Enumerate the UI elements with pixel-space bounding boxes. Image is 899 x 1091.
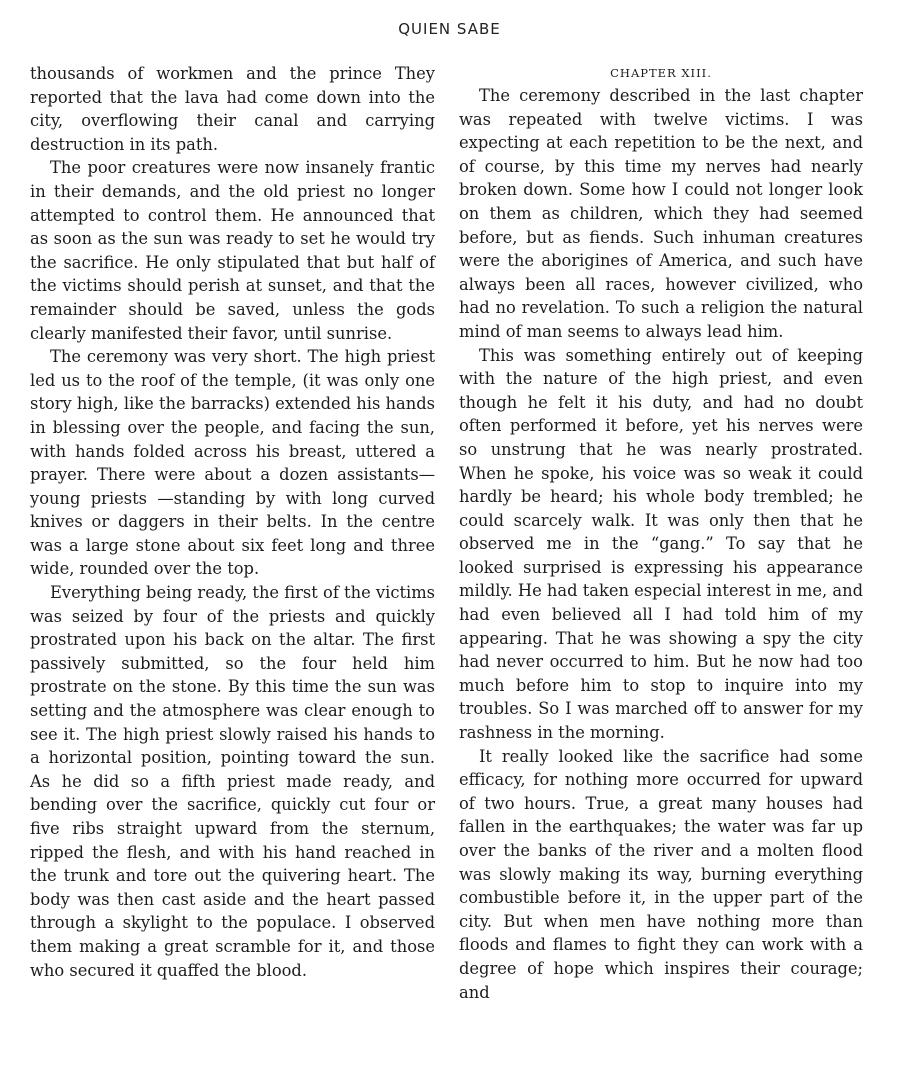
paragraph: The ceremony was very short. The high priest led us to the roof of the temple, (it was only one story high, like the barracks) extended his hands in blessing over the people, and facing the sun, with hands folded across his breast, uttered a prayer. There were about a dozen assistants—young priests —standing by with long curved knives or daggers in their belts. In the centre was a large stone about six feet long and three wide, rounded over the top. xyxy=(30,347,435,579)
paragraph: Everything being ready, the first of the victims was seized by four of the priests and quickly prostrated upon his back on the altar. The first passively submitted, so the four held him prostrate on the stone. By this time the sun was setting and the atmosphere was clear enough to see it. The high priest slowly raised his hands to a horizontal position, pointing toward the sun. As he did so a fifth priest made ready, and bending over the sacrifice, quickly cut four or five ribs straight upward from the sternum, ripped the flesh, and with his hand reached in the trunk and tore out the quivering heart. The body was then cast aside and the heart passed through a skylight to the populace. I observed them making a great scramble for it, and those who secured it quaffed the blood. xyxy=(30,583,435,980)
paragraph: The ceremony described in the last chapter was repeated with twelve victims. I was expecting at each repetition to be the next, and of course, by this time my nerves had nearly broken down. Some how I could not longer look on them as children, which they had seemed before, but as fiends. Such inhuman creatures were the aborigines of America, and such have always been all races, however civilized, who had no revelation. To such a religion the natural mind of man seems to always lead him. xyxy=(459,86,863,341)
paragraph: It really looked like the sacrifice had some efficacy, for nothing more occurred for upward of two hours. True, a great many houses had fallen in the earthquakes; the water was far up over the banks of the river and a molten flood was slowly making its way, burning everything combustible before it, in the upper part of the city. But when men have nothing more than floods and flames to fight they can work with a degree of hope which inspires their courage; and xyxy=(459,746,863,1002)
chapter-heading: CHAPTER XIII. xyxy=(610,66,712,80)
paragraph: thousands of workmen and the prince They reported that the lava had come down into the city, overflowing their canal and carrying destruction in its path. xyxy=(30,64,435,154)
paragraph: The poor creatures were now insanely frantic in their demands, and the old priest no longer attempted to control them. He announced that as soon as the sun was ready to set he would try the sacrifice. He only stipulated that but half of the victims should perish at sunset, and that the remainder should be saved, unless the gods clearly manifested their favor, until sunrise. xyxy=(30,158,435,343)
running-head-title: QUIEN SABE xyxy=(398,20,501,38)
right-column xyxy=(459,62,863,1004)
left-column xyxy=(30,62,435,982)
paragraph: This was something entirely out of keeping with the nature of the high priest, and even though he felt it his duty, and had no doubt often performed it before, yet his nerves were so unstrung that he was nearly prostrated. When he spoke, his voice was so weak it could hardly be heard; his whole body trembled; he could scarcely walk. It was only then that he observed me in the “gang.” To say that he looked surprised is expressing his appearance mildly. He had taken especial interest in me, and had even believed all I had told him of my appearing. That he was showing a spy the city had never occurred to him. But he now had too much before him to stop to inquire into my troubles. So I was marched off to answer for my rashness in the morning. xyxy=(459,345,863,743)
